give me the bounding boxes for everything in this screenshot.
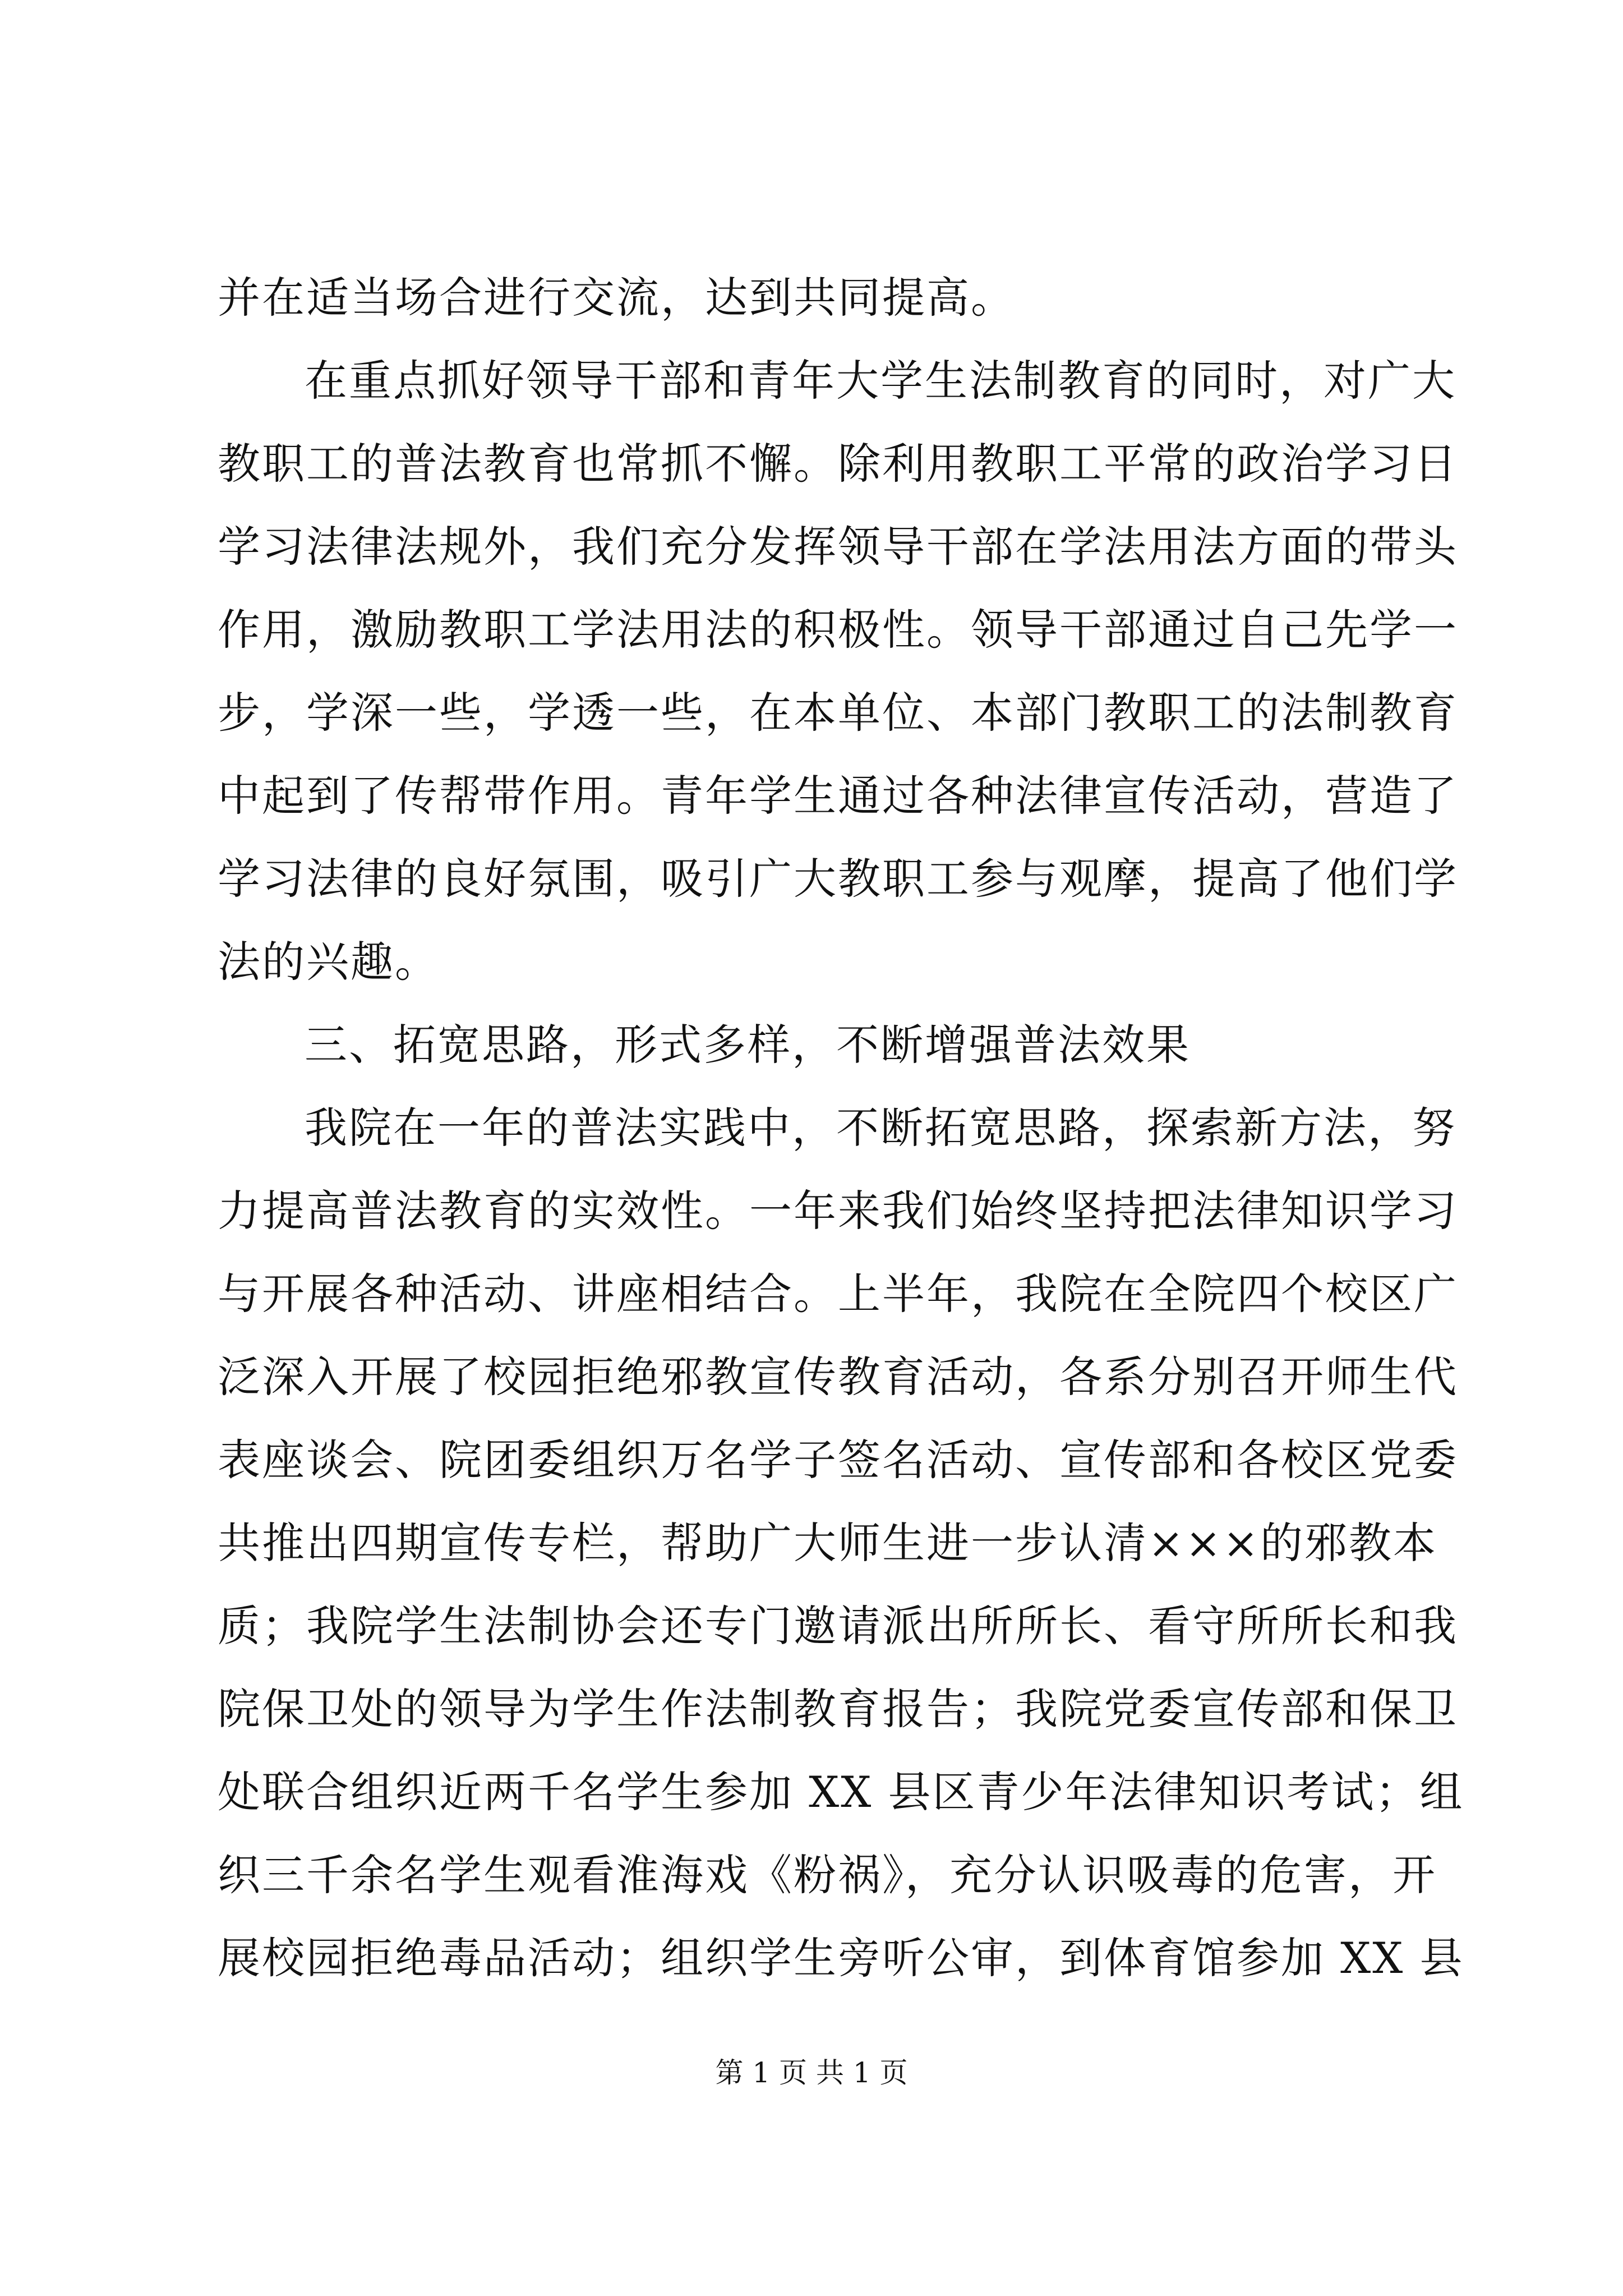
page-number-footer: 第 1 页 共 1 页 — [715, 2056, 908, 2089]
body-line: 处联合组织近两千名学生参加 XX 县区青少年法律知识考试；组 — [218, 1767, 1464, 1817]
body-line: 表座谈会、院团委组织万名学子签名活动、宣传部和各校区党委 — [218, 1435, 1458, 1485]
body-line: 并在适当场合进行交流，达到共同提高。 — [218, 273, 1015, 323]
body-line: 作用，激励教职工学法用法的积极性。领导干部通过自己先学一 — [218, 605, 1458, 655]
body-line: 步，学深一些，学透一些，在本单位、本部门教职工的法制教育 — [218, 688, 1458, 738]
body-line: 共推出四期宣传专栏，帮助广大师生进一步认清×××的邪教本 — [218, 1518, 1438, 1568]
body-line: 与开展各种活动、讲座相结合。上半年，我院在全院四个校区广 — [218, 1269, 1458, 1319]
body-line: 院保卫处的领导为学生作法制教育报告；我院党委宣传部和保卫 — [218, 1684, 1458, 1734]
body-line: 质；我院学生法制协会还专门邀请派出所所长、看守所所长和我 — [218, 1601, 1458, 1651]
body-line: 在重点抓好领导干部和青年大学生法制教育的同时，对广大 — [305, 356, 1456, 406]
body-line: 展校园拒绝毒品活动；组织学生旁听公审，到体育馆参加 XX 县 — [218, 1933, 1464, 1983]
body-line: 学习法律法规外，我们充分发挥领导干部在学法用法方面的带头 — [218, 522, 1458, 572]
body-line: 泛深入开展了校园拒绝邪教宣传教育活动，各系分别召开师生代 — [218, 1352, 1458, 1402]
section-heading: 三、拓宽思路，形式多样，不断增强普法效果 — [305, 1020, 1191, 1070]
body-line: 学习法律的良好氛围，吸引广大教职工参与观摩，提高了他们学 — [218, 854, 1458, 904]
body-line: 织三千余名学生观看淮海戏《粉祸》，充分认识吸毒的危害，开 — [218, 1850, 1437, 1900]
body-line: 教职工的普法教育也常抓不懈。除利用教职工平常的政治学习日 — [218, 439, 1458, 489]
body-line: 中起到了传帮带作用。青年学生通过各种法律宣传活动，营造了 — [218, 771, 1458, 821]
body-line: 法的兴趣。 — [218, 937, 439, 987]
body-line: 我院在一年的普法实践中，不断拓宽思路，探索新方法，努 — [305, 1103, 1456, 1153]
body-line: 力提高普法教育的实效性。一年来我们始终坚持把法律知识学习 — [218, 1186, 1458, 1236]
